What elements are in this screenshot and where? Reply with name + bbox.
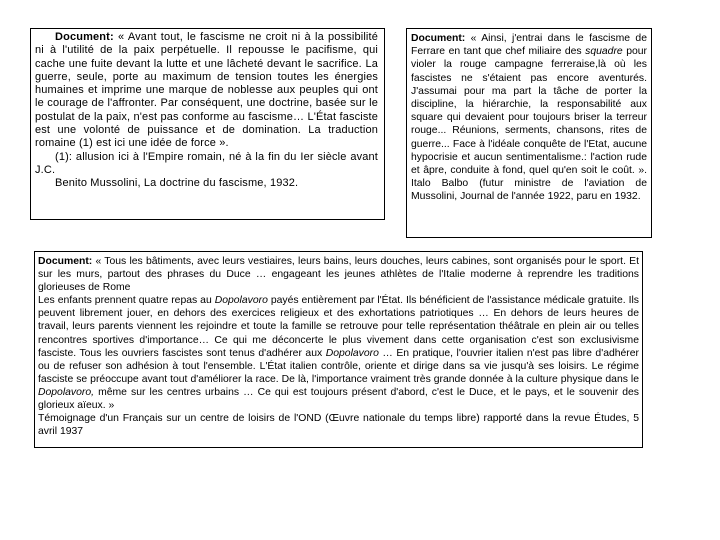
document-3-text-2a: Les enfants prennent quatre repas au bbox=[38, 295, 215, 307]
dopolavoro-term-3: Dopolavoro, bbox=[38, 386, 95, 398]
document-2-text-end: pour violer la rouge campagne ferreraise,là où les fascistes ne s'étaient pas encore aventurés. J'assumai pour ma part la tâche de porter la discipline, la hiérarchie, la responsabilité aux square qui devaient pour toujours briser la terreur rouge... Réunions, serments, chansons, rites de guerre... Face à l'idéale conquête de l'Etat, aucune hypocrisie et aucun sentimentalisme.: l'action rude et âpre, conduite à fond, quel qu'en soit le coût. ». Italo Balbo (futur ministre de l'aviation de Mussolini, Journal de l'année 1922, paru en 1932. bbox=[411, 46, 648, 203]
document-2-label: Document: bbox=[411, 33, 466, 44]
document-1-footnote: (1): allusion ici à l'Empire romain, né à la fin du Ier siècle avant J.C. bbox=[35, 150, 378, 176]
document-3-label: Document: bbox=[38, 256, 93, 267]
document-2-box bbox=[406, 28, 652, 238]
document-3-source: Témoignage d'un Français sur un centre de loisirs de l'OND (Œuvre nationale du temps libre) rapporté dans la revue Études, 5 avril 1937 bbox=[38, 413, 639, 438]
dopolavoro-term-2: Dopolavoro bbox=[325, 347, 379, 359]
document-3-text-2d: même sur les centres urbains … Ce qui est toujours présent d'abord, c'est le Duce, et le pays, et le souvenir des glorieux aïeux. » bbox=[38, 386, 639, 412]
document-2-quote bbox=[411, 32, 647, 204]
document-3-intro bbox=[38, 255, 639, 294]
document-1-box bbox=[30, 28, 385, 220]
dopolavoro-term-1: Dopolavoro bbox=[214, 295, 268, 307]
document-3-text-2c: … En pratique, l'ouvrier italien n'est pas libre d'adhérer ou de refuser son adhésion à tout l'ensemble. L'État italien contrôle, oriente et dirige dans sa vie jusqu'à ses loisirs. Le régime fasciste se préoccupe avant tout d'améliorer la race. De là, l'importance vraiment très grande donnée à la culture physique dans le bbox=[38, 347, 640, 385]
document-3-body bbox=[38, 294, 639, 412]
document-1-quote bbox=[35, 31, 378, 151]
document-2-italic-term: squadre bbox=[585, 46, 623, 58]
document-2-text-start: « Ainsi, j'entrai dans le fascisme de Ferrare en tant que chef miliaire des bbox=[411, 33, 647, 58]
document-1-label: Document: bbox=[55, 31, 114, 43]
document-3-text-2b: payés entièrement par l'État. Ils bénéficient de l'assistance médicale gratuite. Ils peuvent librement jouer, en dehors des exercices religieux et des exhortations patriotiques … En dehors de leurs heures de travail, leurs parents viennent les rejoindre et toute la famille se retrouve pour telle représentation théâtrale en plein air ou telles rencontres sportives d'importance… Ce qui me déconcerte le plus vivement dans cette organisation c'est son exclusivisme fasciste. Tous les ouvriers fascistes sont tenus d'adhérer aux bbox=[38, 295, 639, 359]
document-1-text: « Avant tout, le fascisme ne croit ni à la possibilité ni à l'utilité de la paix perpétuelle. Il repousse le pacifisme, qui cache une fuite devant la lutte et une lâcheté devant le sacrifice. La guerre, seule, porte au maximum de tension toutes les énergies humaines et imprime une marque de noblesse aux peuples qui ont le courage de l'affronter. Par conséquent, une doctrine, basée sur le postulat de la paix, n'est pas conforme au fascisme… L'État fasciste est une volonté de puissance et de domination. La traduction romaine (1) est ici une idée de force ». bbox=[35, 31, 378, 150]
document-1-source: Benito Mussolini, La doctrine du fascisme, 1932. bbox=[55, 177, 299, 190]
document-3-text-1: « Tous les bâtiments, avec leurs vestiaires, leurs bains, leurs douches, leurs cabines, sont organisés pour le sport. Et sur les murs, partout des phrases du Duce … engageant les jeunes athlètes de l'Italie moderne à reprendre les traditions glorieuses de Rome bbox=[38, 256, 639, 294]
document-3-box bbox=[34, 251, 643, 448]
